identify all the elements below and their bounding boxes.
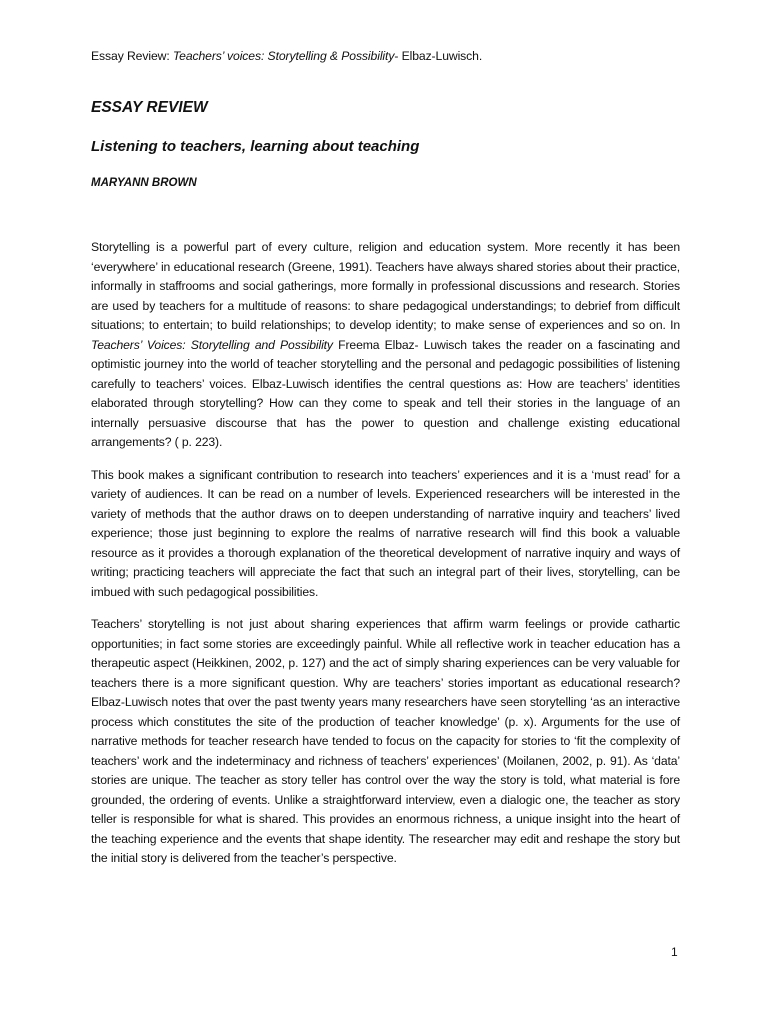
essay-title: Listening to teachers, learning about teaching [91,138,420,155]
paragraph-1-book-title: Teachers’ Voices: Storytelling and Possibility [91,337,333,352]
running-header [91,48,691,64]
paragraph-1-after: Freema Elbaz- Luwisch takes the reader on a fascinating and optimistic journey into the world of teacher storytelling and the personal and pedagogic possibilities of listening carefully to teachers’ voices. Elbaz-Luwisch identifies the central questions as: How are teachers’ identities elaborated through storytelling? How can they come to speak and tell their stories in the language of an internally persuasive discourse that has the power to question and challenge existing educational arrangements? ( p. 223). [91,337,681,449]
author-name: MARYANN BROWN [91,177,197,189]
paragraph-1-before: Storytelling is a powerful part of every culture, religion and education system. More recently it has been ‘everywhere’ in educational research (Greene, 1991). Teachers have always shared stories about their practice, informally in staffrooms and social gatherings, more formally in professional discussions and research. Stories are used by teachers for a multitude of reasons: to share pedagogical understandings; to debrief from difficult situations; to entertain; to build relationships; to develop identity; to make sense of experiences and so on. In [91,240,680,332]
paragraph-2: This book makes a significant contribution to research into teachers’ experiences and it is a ‘must read’ for a variety of audiences. It can be read on a number of levels. Experienced researchers will be interested in the variety of methods that the author draws on to deepen understanding of narrative inquiry and teachers’ lived experience; those just beginning to explore the realms of narrative research will find this book a valuable resource as it provides a thorough explanation of the theoretical development of narrative inquiry and ways of writing; practicing teachers will appreciate the fact that such an integral part of their lives, storytelling, can be imbued with such pedagogical possibilities. [91,467,680,599]
paragraph-1 [91,238,680,453]
body-text [91,238,680,869]
page-number: 1 [671,945,678,959]
running-header-book-title: Teachers’ voices: Storytelling & Possibility [172,49,395,63]
running-header-prefix: Essay Review: [91,49,173,63]
essay-label: ESSAY REVIEW [91,99,208,116]
running-header-author: - Elbaz-Luwisch. [394,49,483,63]
paragraph-3: Teachers’ storytelling is not just about sharing experiences that affirm warm feelings or provide cathartic opportunities; in fact some stories are exceedingly painful. While all reflective work in teacher education has a therapeutic aspect (Heikkinen, 2002, p. 127) and the act of simply sharing experiences can be very valuable for teachers there is a more significant question. Why are teachers’ stories important as educational research? Elbaz-Luwisch notes that over the past twenty years many researchers have seen storytelling ‘as an interactive process which constitutes the site of the production of teacher knowledge’ (p. x). Arguments for the use of narrative methods for teacher research have tended to focus on the capacity for stories to ‘fit the complexity of teachers’ work and the indeterminacy and richness of teachers’ experiences’ (Moilanen, 2002, p. 91). As ‘data’ stories are unique. The teacher as story teller has control over the way the story is told, what material is fore grounded, the ordering of events. Unlike a straightforward interview, even a dialogic one, the teacher as story teller is responsible for what is shared. This provides an enormous richness, a unique insight into the heart of the teaching experience and the events that shape identity. The researcher may edit and reshape the story but the initial story is delivered from the teacher’s perspective. [91,617,680,865]
